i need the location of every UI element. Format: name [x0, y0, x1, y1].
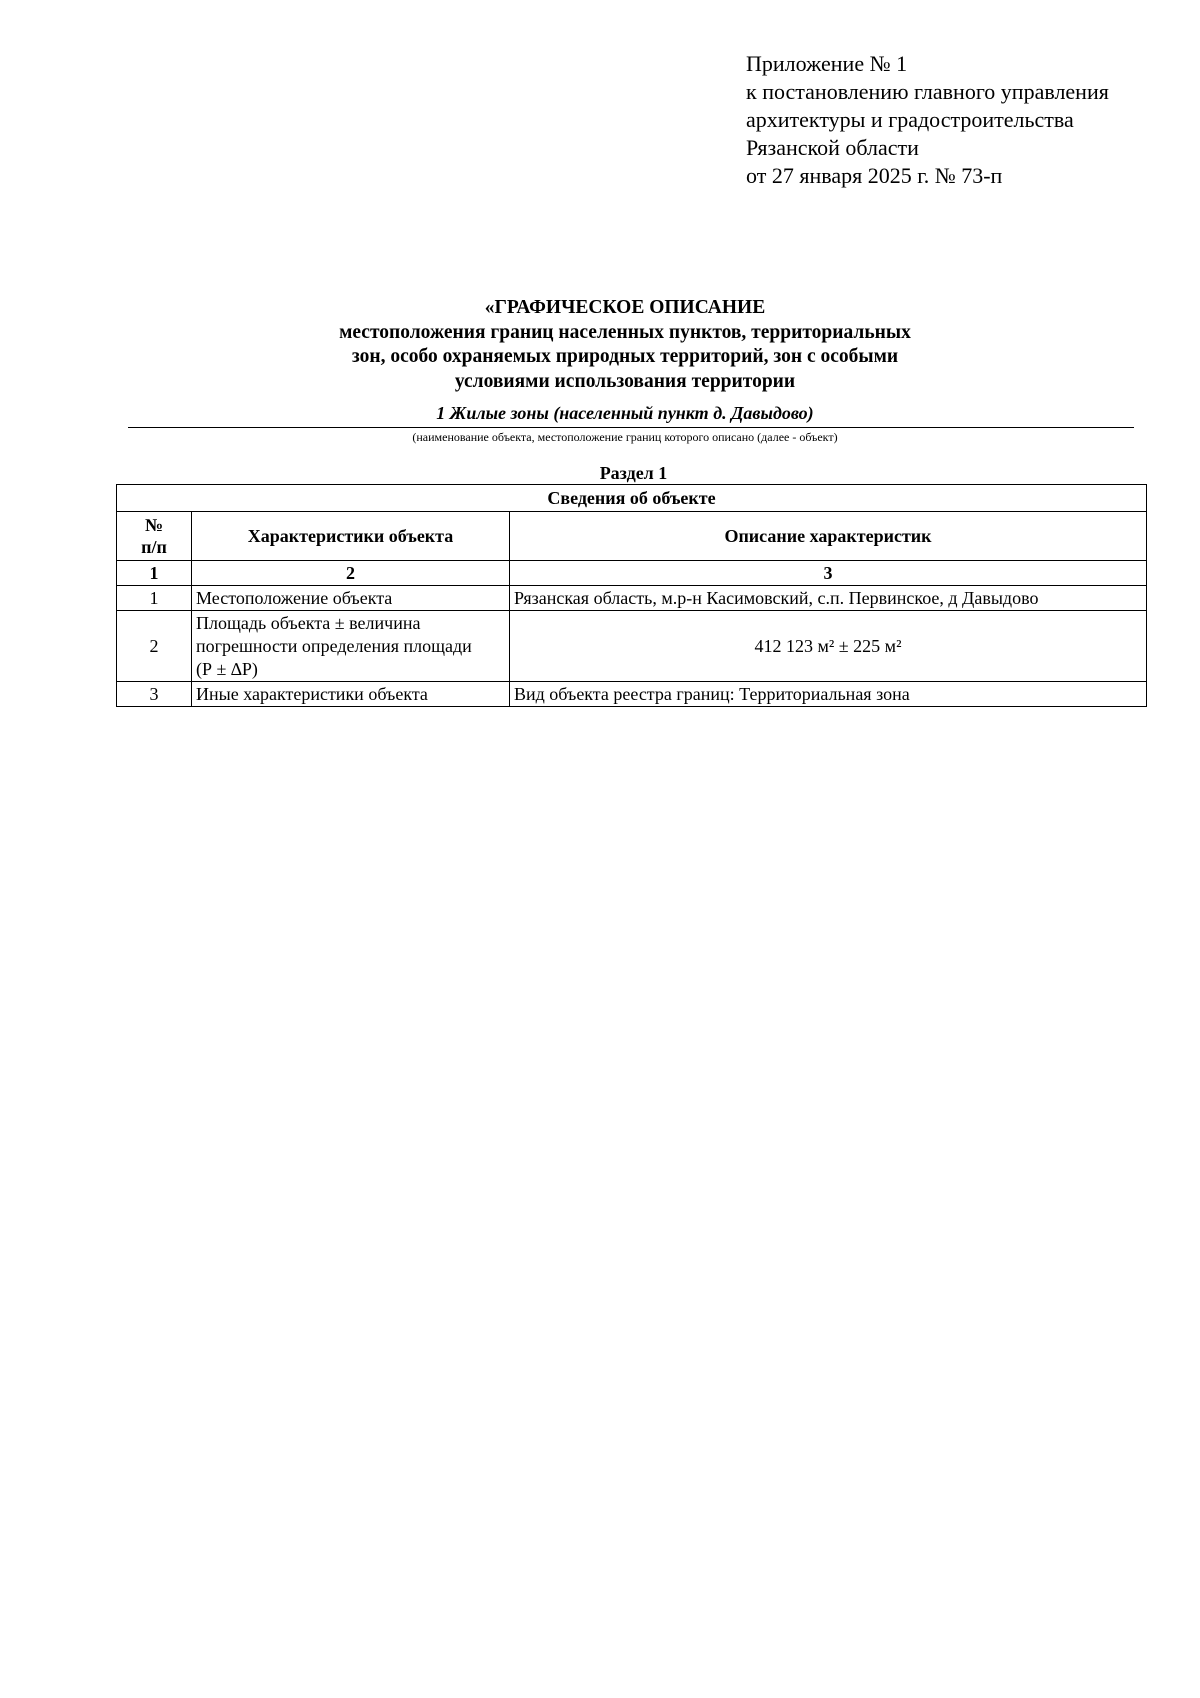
- table-caption-row: [117, 485, 1147, 512]
- row-characteristic: Местоположение объекта: [192, 586, 510, 611]
- row-number: 2: [117, 611, 192, 682]
- header-num-line: п/п: [141, 537, 167, 557]
- object-underline: [128, 427, 1134, 428]
- title-line: зон, особо охраняемых природных территорий, зон с особыми: [351, 346, 899, 367]
- table-caption: Сведения об объекте: [117, 485, 1147, 512]
- appendix-line: к постановлению главного управления: [746, 79, 1109, 104]
- appendix-line: от 27 января 2025 г. № 73-п: [746, 163, 1003, 188]
- row-value: 412 123 м² ± 225 м²: [510, 611, 1147, 682]
- title-line: условиями использования территории: [454, 370, 796, 392]
- object-name: 1 Жилые зоны (населенный пункт д. Давыдово): [436, 403, 814, 423]
- appendix-line: архитектуры и градостроительства: [746, 107, 1074, 132]
- section-title: Раздел 1: [599, 463, 668, 483]
- table-row: [117, 682, 1147, 707]
- column-number-row: [117, 561, 1147, 586]
- row-characteristic: Иные характеристики объекта: [192, 682, 510, 707]
- row-value: Рязанская область, м.р-н Касимовский, с.п. Первинское, д Давыдово: [510, 586, 1147, 611]
- column-number: 1: [117, 561, 192, 586]
- column-number: 3: [510, 561, 1147, 586]
- row-number: 1: [117, 586, 192, 611]
- characteristic-line: (Р ± ∆Р): [196, 658, 258, 679]
- characteristic-line: погрешности определения площади: [196, 635, 472, 656]
- header-description: Описание характеристик: [510, 512, 1147, 561]
- row-number: 3: [117, 682, 192, 707]
- table-row: [117, 611, 1147, 682]
- row-value: Вид объекта реестра границ: Территориальная зона: [510, 682, 1147, 707]
- characteristic-line: Площадь объекта ± величина: [196, 612, 421, 633]
- table-row: [117, 586, 1147, 611]
- object-info-table: [116, 484, 1147, 707]
- header-num-line: №: [144, 515, 164, 535]
- appendix-line: Рязанской области: [746, 135, 919, 160]
- title-line: «ГРАФИЧЕСКОЕ ОПИСАНИЕ: [484, 297, 766, 318]
- document-title: [120, 296, 1130, 394]
- header-characteristics: Характеристики объекта: [192, 512, 510, 561]
- column-number: 2: [192, 561, 510, 586]
- title-line: местоположения границ населенных пунктов, территориальных: [339, 321, 911, 343]
- object-caption: (наименование объекта, местоположение границ которого описано (далее - объект): [412, 430, 838, 444]
- row-characteristic: [192, 611, 510, 682]
- appendix-line: Приложение № 1: [746, 51, 908, 76]
- table-header-row: [117, 512, 1147, 561]
- header-num: [117, 512, 192, 561]
- appendix-header: [746, 50, 1186, 190]
